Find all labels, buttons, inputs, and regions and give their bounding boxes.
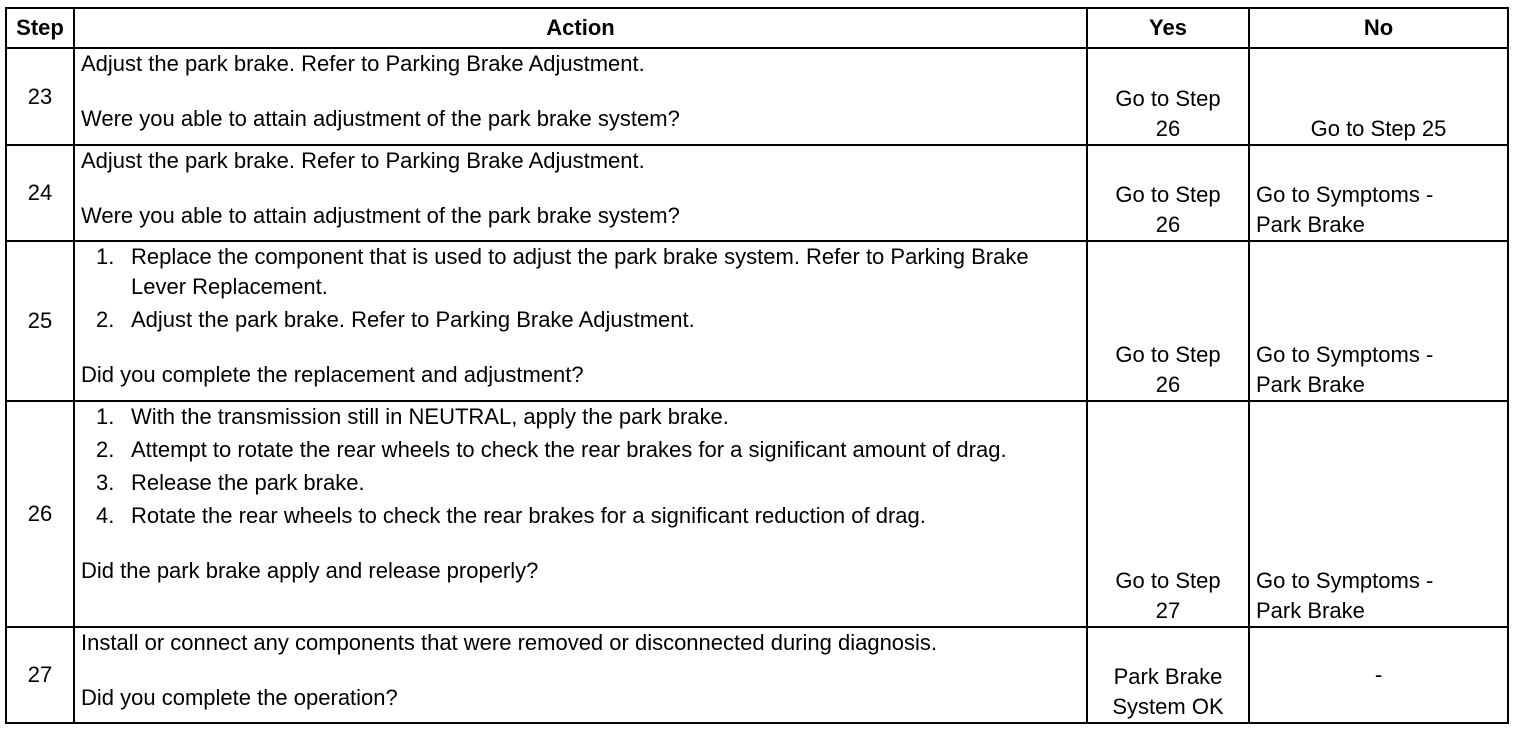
- no-line: Go to Symptoms -: [1256, 182, 1434, 207]
- yes-line: Park Brake: [1113, 664, 1223, 689]
- list-item: 3. Release the park brake.: [96, 470, 365, 495]
- no-cell: [1249, 627, 1508, 723]
- step-number: 24: [6, 145, 74, 241]
- list-item-text: Release the park brake.: [131, 470, 365, 495]
- question-text: Did you complete the replacement and adjustment?: [81, 362, 584, 387]
- header-row: [6, 8, 1508, 48]
- header-step: Step: [6, 8, 74, 48]
- step-number: 23: [6, 48, 74, 145]
- yes-cell: [1087, 401, 1249, 627]
- header-action: Action: [74, 8, 1087, 48]
- action-cell: [74, 401, 1087, 627]
- numbered-steps: [81, 402, 1080, 531]
- list-item: 4. Rotate the rear wheels to check the rear brakes for a significant reduction of drag.: [96, 503, 926, 528]
- yes-line: 26: [1155, 212, 1181, 237]
- no-cell: [1249, 145, 1508, 241]
- yes-cell: [1087, 145, 1249, 241]
- yes-line: Go to Step: [1115, 182, 1221, 207]
- question-text: Were you able to attain adjustment of the park brake system?: [81, 203, 680, 228]
- action-cell: [74, 241, 1087, 401]
- no-cell: [1249, 401, 1508, 627]
- no-line: Park Brake: [1256, 372, 1365, 397]
- list-item: 2. Adjust the park brake. Refer to Parking Brake Adjustment.: [96, 307, 695, 332]
- yes-line: 27: [1155, 598, 1181, 623]
- yes-line: System OK: [1112, 694, 1224, 719]
- table-row: [6, 48, 1508, 145]
- table-row: [6, 145, 1508, 241]
- step-number: 27: [6, 627, 74, 723]
- header-no: No: [1249, 8, 1508, 48]
- no-line: Park Brake: [1256, 598, 1365, 623]
- no-cell: [1249, 241, 1508, 401]
- step-number: 26: [6, 401, 74, 627]
- list-item-text: Adjust the park brake. Refer to Parking Brake Adjustment.: [131, 307, 695, 332]
- no-line: Go to Symptoms -: [1256, 568, 1434, 593]
- no-line: Go to Step 25: [1310, 116, 1447, 141]
- action-cell: [74, 48, 1087, 145]
- list-item-text: Rotate the rear wheels to check the rear brakes for a significant reduction of drag.: [131, 503, 926, 528]
- header-yes: Yes: [1087, 8, 1249, 48]
- list-item-text: Replace the component that is used to adjust the park brake system. Refer to Parking Brake Lever Replacement.: [131, 244, 1029, 299]
- no-line: -: [1374, 662, 1383, 687]
- table-row: [6, 241, 1508, 401]
- instruction-text: Install or connect any components that were removed or disconnected during diagnosis.: [81, 630, 938, 655]
- step-number: 25: [6, 241, 74, 401]
- yes-line: Go to Step: [1115, 568, 1221, 593]
- action-cell: [74, 145, 1087, 241]
- yes-line: Go to Step: [1115, 86, 1221, 111]
- list-item-text: With the transmission still in NEUTRAL, apply the park brake.: [131, 404, 729, 429]
- yes-line: Go to Step: [1115, 342, 1221, 367]
- yes-line: 26: [1155, 116, 1181, 141]
- no-cell: [1249, 48, 1508, 145]
- no-line: Park Brake: [1256, 212, 1365, 237]
- diagnostic-table: [5, 7, 1509, 724]
- instruction-text: Adjust the park brake. Refer to Parking Brake Adjustment.: [81, 51, 645, 76]
- question-text: Did you complete the operation?: [81, 685, 398, 710]
- diagnostic-table-container: [5, 7, 1509, 724]
- question-text: Did the park brake apply and release properly?: [81, 558, 539, 583]
- numbered-steps: [81, 242, 1080, 335]
- yes-line: 26: [1155, 372, 1181, 397]
- table-row: [6, 401, 1508, 627]
- action-cell: [74, 627, 1087, 723]
- list-item: 1. With the transmission still in NEUTRAL, apply the park brake.: [96, 404, 729, 429]
- yes-cell: [1087, 241, 1249, 401]
- question-text: Were you able to attain adjustment of the park brake system?: [81, 106, 680, 131]
- table-row: [6, 627, 1508, 723]
- no-line: Go to Symptoms -: [1256, 342, 1434, 367]
- list-item-text: Attempt to rotate the rear wheels to check the rear brakes for a significant amount of drag.: [131, 437, 1007, 462]
- instruction-text: Adjust the park brake. Refer to Parking Brake Adjustment.: [81, 148, 645, 173]
- list-item: 1. Replace the component that is used to adjust the park brake system. Refer to Parking Brake Lever Replacement.: [96, 244, 1029, 299]
- yes-cell: [1087, 627, 1249, 723]
- yes-cell: [1087, 48, 1249, 145]
- list-item: 2. Attempt to rotate the rear wheels to check the rear brakes for a significant amount of drag.: [96, 437, 1007, 462]
